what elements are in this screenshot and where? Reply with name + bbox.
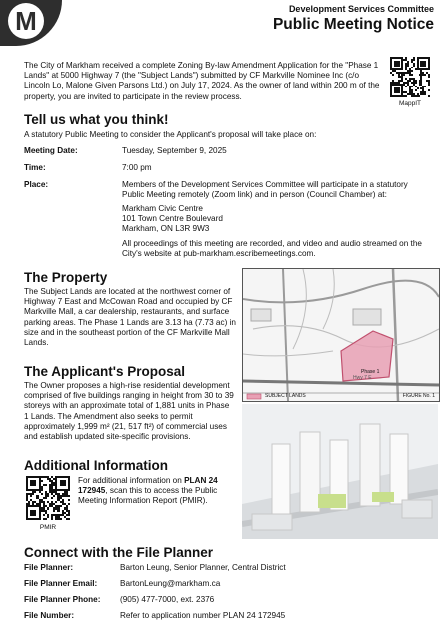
mappit-label: MappIT [398,100,422,107]
plan-number: PLAN 24 172945 [78,476,218,496]
meeting-time: 7:00 pm [122,163,152,172]
file-planner-phone: (905) 477-7000, ext. 2376 [120,595,215,604]
escribe-meetings-link[interactable]: pub-markham.escribemeetings.com [183,249,314,259]
file-planner-name: Barton Leung, Senior Planner, Central District [120,563,286,572]
address-line-2: 101 Town Centre Boulevard [122,214,223,223]
file-planner-label: File Planner: [24,563,74,572]
property-text: The Subject Lands are located at the northwest corner of Highway 7 East and McCowan Road and occupied by CF Markville Mall, a car dealership, restaurants, and surface parking areas. The Phase 1 Lands are 3.13 ha (7.73 ac) in size and in the southeast portion of the CF Markville Mall Lands. [24,287,236,348]
proposal-text: The Owner proposes a high-rise residential development comprised of five buildings ranging in height from 30 to 39 storeys with an approximate total of 1,881 units in Phase 1 Lands. The Amendment also seeks to permit approximately 1,999 m² (21, 517 ft²) of commercial uses and establish updated site-specific provisions. [24,381,234,442]
phase-1-label: Phase 1 [361,369,380,375]
meeting-date-label: Meeting Date: [24,146,78,155]
file-number-label: File Number: [24,611,75,620]
address-line-3: Markham, ON L3R 9W3 [122,224,210,233]
place-label: Place: [24,180,49,189]
map-legend-label: SUBJECT LANDS [265,393,306,399]
map-figure-label: FIGURE No. 1 [402,393,435,399]
file-planner-heading: Connect with the File Planner [24,545,214,560]
meeting-lead: A statutory Public Meeting to consider the Applicant's proposal will take place on: [24,130,317,139]
file-number: Refer to application number PLAN 24 172945 [120,611,286,620]
tell-us-heading: Tell us what you think! [24,112,169,127]
logo-letter: M [15,6,37,36]
development-rendering [242,404,438,539]
meeting-date: Tuesday, September 9, 2025 [122,146,227,155]
page-title: Public Meeting Notice [272,16,434,33]
file-planner-email[interactable]: BartonLeung@markham.ca [120,579,221,588]
pmir-qr-code[interactable] [26,476,70,520]
department-name: Development Services Committee [288,4,434,14]
additional-info-text: For additional information on PLAN 24 172945, scan this to access the Public Meeting Information Report (PMIR). [78,476,218,506]
property-heading: The Property [24,270,108,285]
file-planner-email-label: File Planner Email: [24,579,98,588]
location-map [242,268,440,402]
time-label: Time: [24,163,46,172]
intro-paragraph: The City of Markham received a complete Zoning By-law Amendment Application for the "Phase 1 Lands" at 5000 Highway 7 (the "Subject Lands") submitted by CF Markville Nominee Inc (c/o Lincoln Lo, Malone Given Parsons Ltd.) on July 17, 2024. As the owner of land within 200 m of the property, you are invited to participate in the review process. [24,61,380,101]
mappit-qr-code[interactable] [390,57,430,97]
additional-info-heading: Additional Information [24,458,168,473]
address-line-1: Markham Civic Centre [122,204,203,213]
recording-notice: All proceedings of this meeting are recorded, and video and audio streamed on the City's website at pub-markham.escribemeetings.com. [122,239,422,259]
markham-logo [8,3,44,39]
proposal-heading: The Applicant's Proposal [24,364,185,379]
pmir-label: PMIR [39,524,57,531]
file-planner-phone-label: File Planner Phone: [24,595,101,604]
road-label: Hwy 7 E [353,375,372,381]
place-text: Members of the Development Services Committee will participate in a statutory Public Meeting remotely (Zoom link) and in person (Council Chamber) at: [122,180,408,200]
